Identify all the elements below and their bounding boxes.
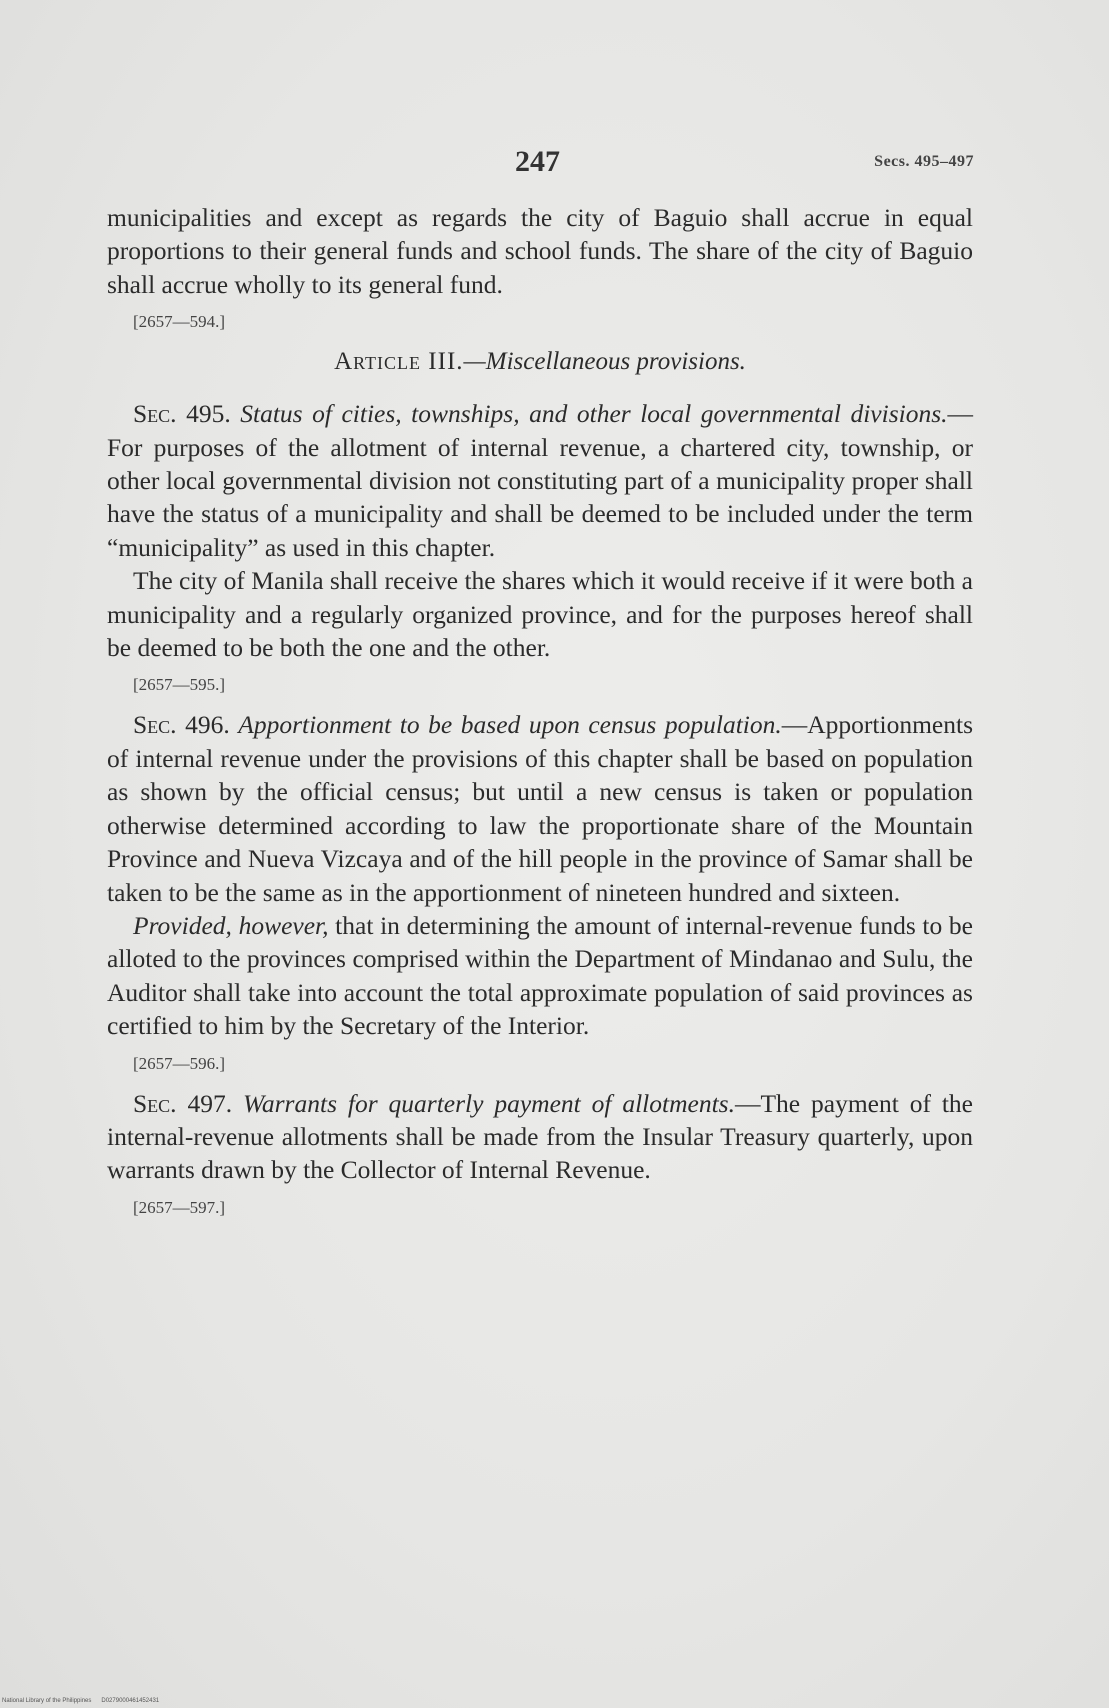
scan-footer bbox=[2, 1698, 159, 1704]
footer-library: National Library of the Philippines bbox=[2, 1698, 92, 1704]
section-497 bbox=[107, 1087, 973, 1187]
section-495-text: —For purposes of the allotment of internal revenue, a chartered city, township, or other local governmental division not constituting part of a municipality proper shall have the status of a municipality and shall be deemed to be included under the term “municipality” as used in this chapter. bbox=[107, 399, 974, 562]
section-range: Secs. 495–497 bbox=[874, 153, 974, 170]
section-496-proviso bbox=[107, 909, 973, 1043]
section-497-label: Sec. 497. bbox=[133, 1088, 233, 1118]
section-496 bbox=[107, 708, 973, 908]
section-495 bbox=[107, 397, 973, 564]
citation-596: [2657—596.] bbox=[133, 1053, 226, 1073]
section-497-text: —The payment of the internal-revenue allotments shall be made from the Insular Treasury quarterly, upon warrants drawn by the Collector of Internal Revenue. bbox=[107, 1088, 973, 1185]
page-number: 247 bbox=[515, 145, 560, 178]
citation-597: [2657—597.] bbox=[133, 1197, 226, 1217]
proviso-lead: Provided, however, bbox=[133, 910, 329, 940]
footer-identifier: D0279000461452431 bbox=[101, 1698, 160, 1704]
section-496-text: —Apportionments of internal revenue under the provisions of this chapter shall be based on population as shown by the official census; but until a new census is taken or population otherwise determined according to law the proportionate share of the Mountain Province and Nueva Vizcaya and of the hill people in the province of Samar shall be taken to be the same as in the apportionment of nineteen hundred and sixteen. bbox=[107, 710, 974, 907]
section-495-label: Sec. 495. bbox=[133, 399, 231, 429]
article-label: Article III. bbox=[334, 348, 464, 376]
running-head bbox=[0, 145, 1109, 185]
citation-595: [2657—595.] bbox=[133, 675, 226, 695]
opening-paragraph: municipalities and except as regards the city of Baguio shall accrue in equal proportions to their general funds and school funds. The share of the city of Baguio shall accrue wholly to its general fund. bbox=[107, 203, 973, 299]
section-497-heading: Warrants for quarterly payment of allotments. bbox=[242, 1088, 735, 1118]
section-496-heading: Apportionment to be based upon census population. bbox=[238, 710, 782, 740]
section-496-label: Sec. 496. bbox=[133, 710, 230, 740]
section-495-heading: Status of cities, townships, and other local governmental divisions. bbox=[240, 399, 948, 429]
citation-594: [2657—594.] bbox=[133, 312, 226, 332]
proviso-text: that in determining the amount of internal-revenue funds to be alloted to the provinces comprised within the Department of Mindanao and Sulu, the Auditor shall take into account the total approximate population of said provinces as certified to him by the Secretary of the Interior. bbox=[107, 910, 974, 1041]
page-body bbox=[107, 201, 973, 1231]
article-title: —Miscellaneous provisions. bbox=[463, 348, 746, 376]
article-heading bbox=[107, 345, 973, 379]
section-495-paragraph-2: The city of Manila shall receive the shares which it would receive if it were both a municipality and a regularly organized province, and for the purposes hereof shall be deemed to be both the one and the other. bbox=[107, 566, 973, 663]
